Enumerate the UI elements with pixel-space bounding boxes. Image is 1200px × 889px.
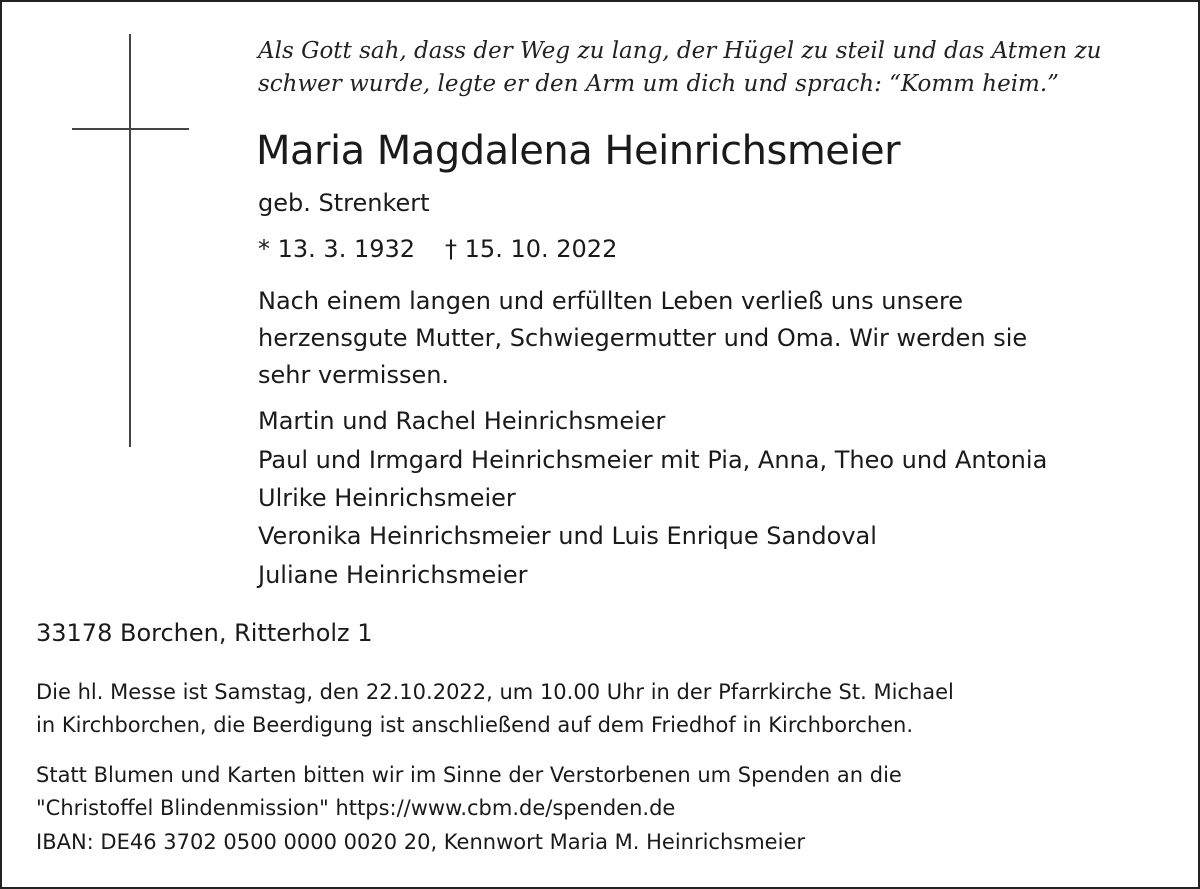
cross-icon-horizontal — [72, 128, 189, 130]
message-line-3: sehr vermissen. — [258, 361, 450, 389]
donation-line-3: IBAN: DE46 3702 0500 0000 0020 20, Kennwort Maria M. Heinrichsmeier — [36, 830, 805, 854]
donation-line-1: Statt Blumen und Karten bitten wir im Sinne der Verstorbenen um Spenden an die — [36, 763, 902, 787]
message-line-1: Nach einem langen und erfüllten Leben verließ uns unsere — [258, 287, 964, 315]
service-line-1: Die hl. Messe ist Samstag, den 22.10.2022, um 10.00 Uhr in der Pfarrkirche St. Michael — [36, 680, 954, 704]
family-address: 33178 Borchen, Ritterholz 1 — [36, 619, 373, 647]
birth-date: * 13. 3. 1932 — [258, 235, 416, 263]
cross-icon-vertical — [129, 34, 131, 447]
quote-line-1: Als Gott sah, dass der Weg zu lang, der Hügel zu steil und das Atmen zu — [258, 38, 1102, 64]
life-dates — [258, 237, 617, 261]
mourner-line: Juliane Heinrichsmeier — [258, 561, 528, 589]
quote-line-2: schwer wurde, legte er den Arm um dich und sprach: “Komm heim.” — [258, 71, 1059, 97]
death-date: † 15. 10. 2022 — [445, 235, 618, 263]
mourner-line: Paul und Irmgard Heinrichsmeier mit Pia, Anna, Theo und Antonia — [258, 446, 1048, 474]
mourner-line: Ulrike Heinrichsmeier — [258, 484, 516, 512]
service-line-2: in Kirchborchen, die Beerdigung ist anschließend auf dem Friedhof in Kirchborchen. — [36, 713, 914, 737]
message-line-2: herzensgute Mutter, Schwiegermutter und Oma. Wir werden sie — [258, 324, 1028, 352]
mourner-line: Veronika Heinrichsmeier und Luis Enrique Sandoval — [258, 522, 877, 550]
donation-line-2: "Christoffel Blindenmission" https://www.cbm.de/spenden.de — [36, 796, 676, 820]
deceased-name: Maria Magdalena Heinrichsmeier — [256, 128, 901, 174]
maiden-name: geb. Strenkert — [258, 189, 430, 217]
mourner-line: Martin und Rachel Heinrichsmeier — [258, 407, 666, 435]
